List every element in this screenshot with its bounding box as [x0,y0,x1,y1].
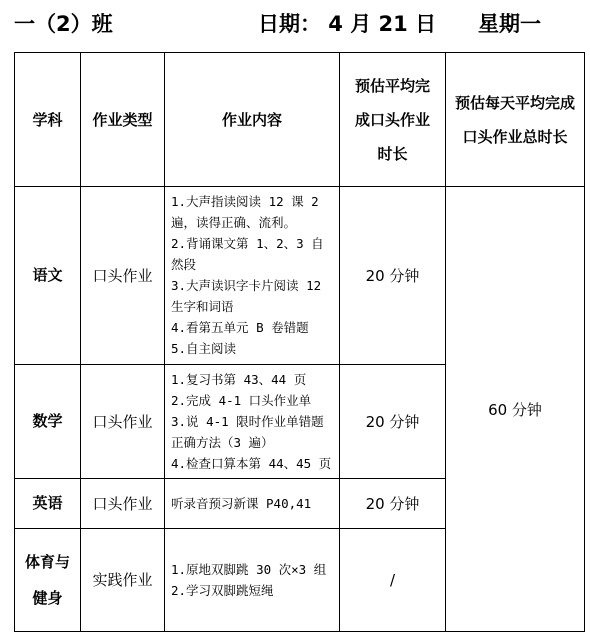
weekday-label: 星期一 [478,12,541,36]
table-header-row [15,53,585,187]
type-cell: 口头作业 [81,187,165,364]
type-cell: 口头作业 [81,364,165,478]
content-cell: 1.复习书第 43、44 页 2.完成 4-1 口头作业单 3.说 4-1 限时作业单错题 正确方法（3 遍） 4.检查口算本第 44、45 页 [165,364,340,478]
duration-cell: / [340,528,446,631]
column-header-avg-duration: 预估平均完 成口头作业 时长 [340,53,446,187]
date-label: 日期： 4 月 21 日 [258,12,437,36]
subject-cell: 语文 [15,187,81,364]
type-cell: 实践作业 [81,528,165,631]
content-cell: 1.原地双脚跳 30 次×3 组 2.学习双脚跳短绳 [165,528,340,631]
duration-cell: 20 分钟 [340,364,446,478]
total-duration-cell: 60 分钟 [446,187,585,632]
homework-table [14,52,585,632]
column-header-total-duration: 预估每天平均完成 口头作业总时长 [446,53,585,187]
type-cell: 口头作业 [81,478,165,528]
subject-cell: 体育与 健身 [15,528,81,631]
subject-cell: 英语 [15,478,81,528]
duration-cell: 20 分钟 [340,478,446,528]
table-row [15,187,585,364]
duration-cell: 20 分钟 [340,187,446,364]
class-name: 一（2）班 [14,12,113,36]
subject-cell: 数学 [15,364,81,478]
column-header-subject: 学科 [15,53,81,187]
column-header-type: 作业类型 [81,53,165,187]
content-cell: 听录音预习新课 P40,41 [165,478,340,528]
page-header [0,6,590,38]
column-header-content: 作业内容 [165,53,340,187]
content-cell: 1.大声指读阅读 12 课 2 遍，读得正确、流利。 2.背诵课文第 1、2、3 自 然段 3.大声读识字卡片阅读 12 生字和词语 4.看第五单元 B 卷错题 5.自主阅读 [165,187,340,364]
